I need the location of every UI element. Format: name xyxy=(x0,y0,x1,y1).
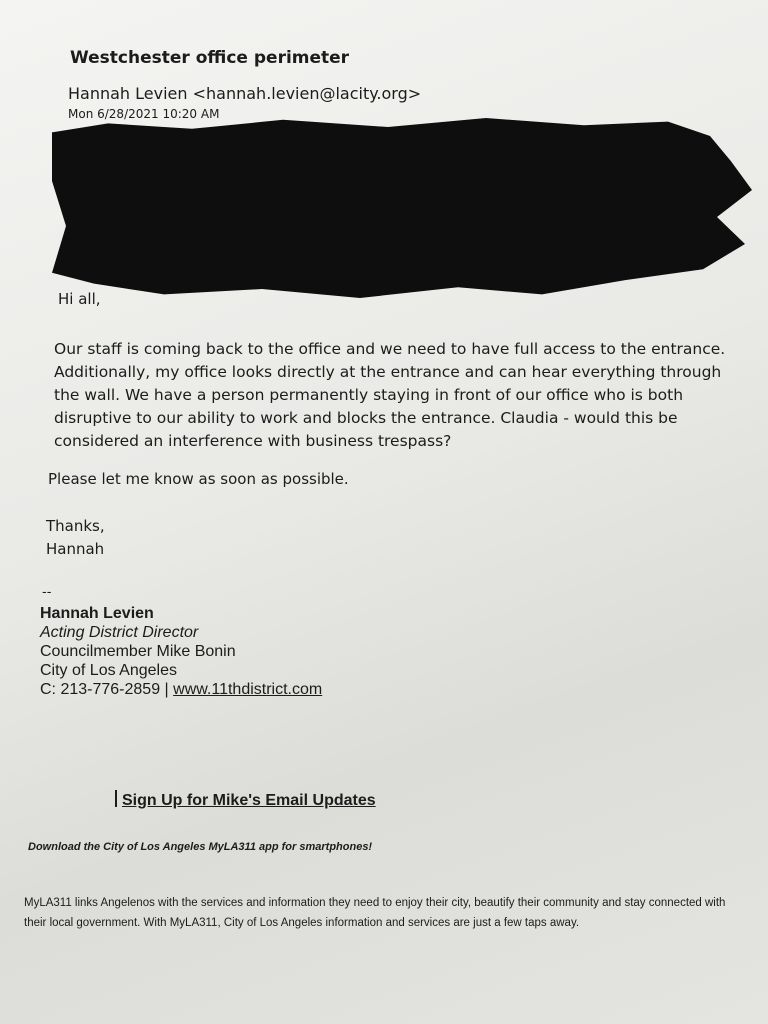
signup-link-text[interactable]: Sign Up for Mike's Email Updates xyxy=(122,792,376,809)
signature-title: Acting District Director xyxy=(40,624,199,641)
email-request: Please let me know as soon as possible. xyxy=(48,470,349,488)
signature-phone: C: 213-776-2859 | xyxy=(40,681,174,698)
email-date: Mon 6/28/2021 10:20 AM xyxy=(68,107,220,121)
signature-contact xyxy=(40,680,322,699)
email-greeting: Hi all, xyxy=(58,290,101,308)
website-link[interactable]: www.11thdistrict.com xyxy=(173,681,323,698)
redaction-block xyxy=(52,118,752,298)
closing-word: Thanks, xyxy=(46,517,105,535)
signature-city: City of Los Angeles xyxy=(40,662,177,679)
email-updates-signup[interactable] xyxy=(115,790,376,810)
email-subject: Westchester office perimeter xyxy=(70,48,350,68)
signature-office: Councilmember Mike Bonin xyxy=(40,643,236,660)
signature-separator: -- xyxy=(42,585,52,600)
myla311-description: MyLA311 links Angelenos with the services and information they need to enjoy their city, beautify their community and stay connected with their local government. With MyLA311, City of Los Angeles information and services are just a few taps away. xyxy=(24,897,726,929)
email-closing xyxy=(46,515,105,561)
signature-name: Hannah Levien xyxy=(40,605,154,622)
email-sender: Hannah Levien <hannah.levien@lacity.org> xyxy=(68,84,422,103)
download-app-line: Download the City of Los Angeles MyLA311 app for smartphones! xyxy=(28,841,373,853)
closing-name: Hannah xyxy=(46,540,105,558)
email-signature xyxy=(40,604,322,699)
email-body: Our staff is coming back to the office and we need to have full access to the entrance. Additionally, my office looks directly at the entrance and can hear everything through the wall. We have a person permanently staying in front of our office who is both disruptive to our ability to work and blocks the entrance. Claudia - would this be considered an interference with business trespass? xyxy=(54,340,726,450)
signup-divider xyxy=(115,790,117,807)
